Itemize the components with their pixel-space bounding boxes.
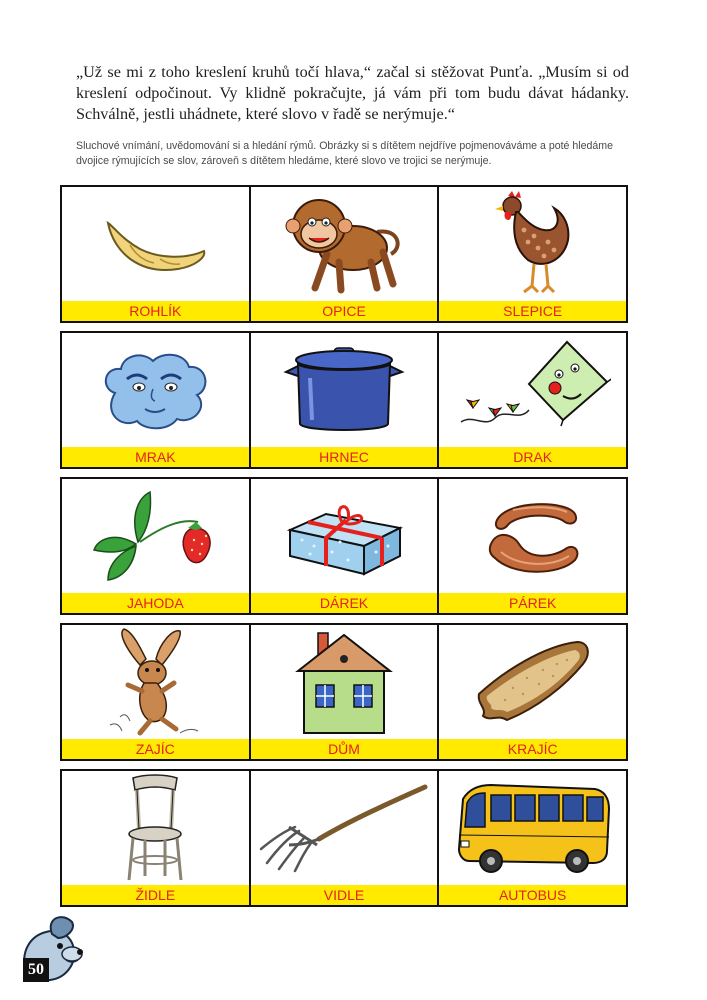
- card-autobus: [439, 771, 626, 905]
- rhyme-row-1: [60, 185, 628, 323]
- word-label: HRNEC: [251, 447, 438, 467]
- drak-image: [439, 333, 626, 447]
- rhyme-row-4: [60, 623, 628, 761]
- word-label: DŮM: [251, 739, 438, 759]
- card-drak: [439, 333, 626, 467]
- word-label: JAHODA: [62, 593, 249, 613]
- opice-image: [251, 187, 438, 301]
- word-label: ZAJÍC: [62, 739, 249, 759]
- parek-image: [439, 479, 626, 593]
- word-label: PÁREK: [439, 593, 626, 613]
- mrak-image: [62, 333, 249, 447]
- word-label: KRAJÍC: [439, 739, 626, 759]
- autobus-image: [439, 771, 626, 885]
- rohlik-image: [62, 187, 249, 301]
- word-label: VIDLE: [251, 885, 438, 905]
- card-rohlik: [62, 187, 251, 321]
- darek-image: [251, 479, 438, 593]
- card-jahoda: [62, 479, 251, 613]
- rhyme-row-5: [60, 769, 628, 907]
- page-number: 50: [23, 958, 49, 982]
- krajic-image: [439, 625, 626, 739]
- card-zajic: [62, 625, 251, 759]
- card-opice: [251, 187, 440, 321]
- rhyme-row-2: [60, 331, 628, 469]
- zajic-image: [62, 625, 249, 739]
- word-label: ŽIDLE: [62, 885, 249, 905]
- word-label: DRAK: [439, 447, 626, 467]
- card-zidle: [62, 771, 251, 905]
- card-dum: [251, 625, 440, 759]
- dum-image: [251, 625, 438, 739]
- slepice-image: [439, 187, 626, 301]
- zidle-image: [62, 771, 249, 885]
- word-label: OPICE: [251, 301, 438, 321]
- card-vidle: [251, 771, 440, 905]
- word-label: ROHLÍK: [62, 301, 249, 321]
- card-mrak: [62, 333, 251, 467]
- card-hrnec: [251, 333, 440, 467]
- word-label: MRAK: [62, 447, 249, 467]
- instruction-note: Sluchové vnímání, uvědomování si a hledání rýmů. Obrázky si s dítětem nejdříve pojmenováváme a poté hledáme dvojice rýmujících se slov, zároveň s dítětem hledáme, které slovo ve trojici se nerýmuje.: [76, 140, 614, 167]
- word-label: DÁREK: [251, 593, 438, 613]
- intro-paragraph: „Už se mi z toho kreslení kruhů točí hlava,“ začal si stěžovat Punťa. „Musím si od kreslení odpočinout. Vy klidně pokračujte, já vám při tom budu dávat hádanky. Schválně, jestli uhádnete, které slovo v řadě se nerýmuje.“: [76, 63, 629, 123]
- card-darek: [251, 479, 440, 613]
- card-krajic: [439, 625, 626, 759]
- word-label: AUTOBUS: [439, 885, 626, 905]
- vidle-image: [251, 771, 438, 885]
- rhyme-row-3: [60, 477, 628, 615]
- word-label: SLEPICE: [439, 301, 626, 321]
- card-slepice: [439, 187, 626, 321]
- hrnec-image: [251, 333, 438, 447]
- jahoda-image: [62, 479, 249, 593]
- card-parek: [439, 479, 626, 613]
